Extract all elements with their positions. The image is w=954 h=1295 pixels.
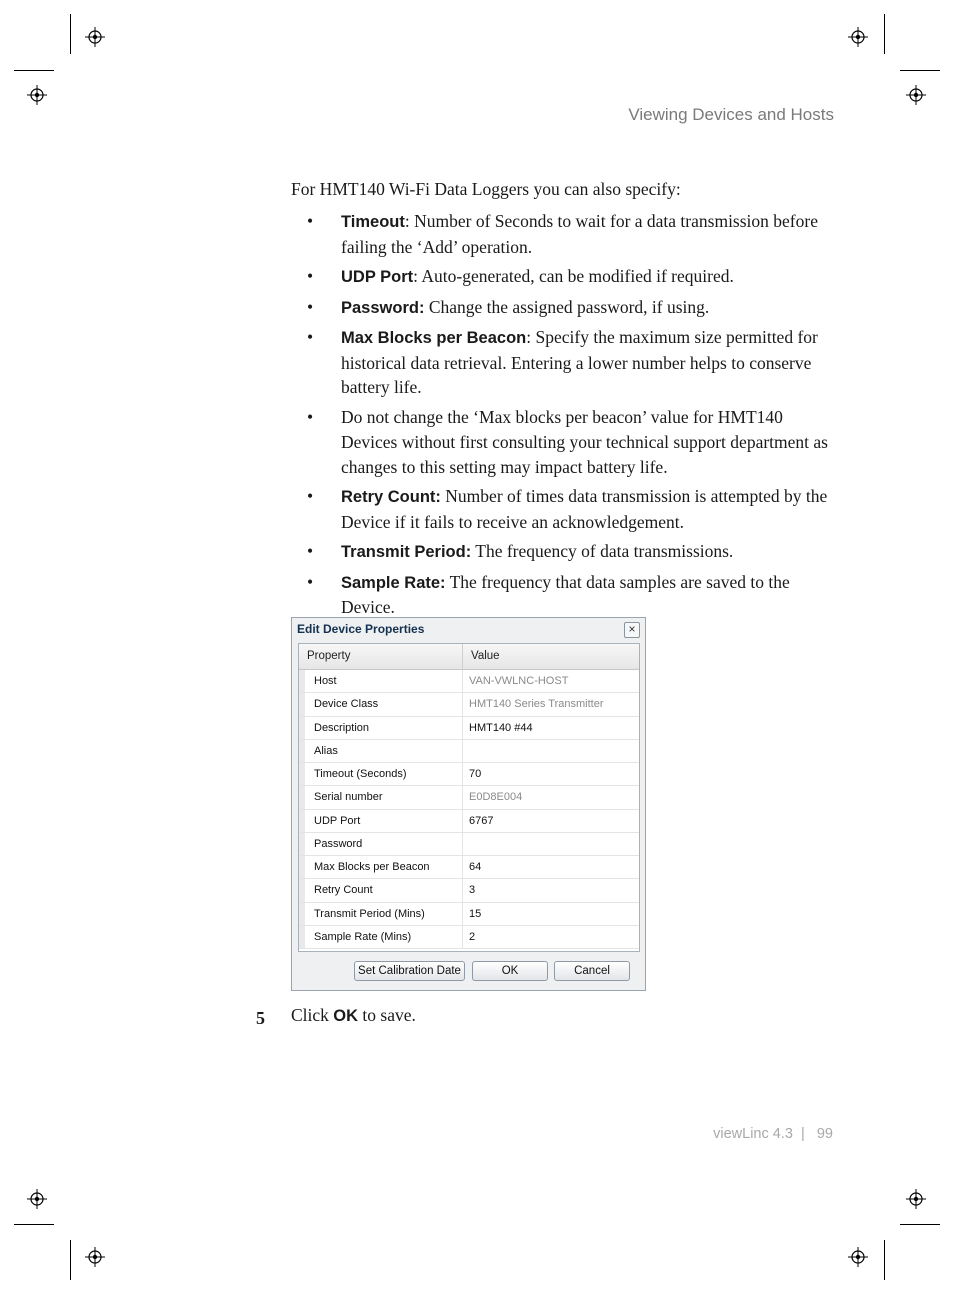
bullet-icon: • (307, 266, 314, 286)
registration-target-icon (848, 1247, 868, 1267)
table-row[interactable] (299, 786, 639, 809)
description: Specify the maximum size permitted for historical data retrieval. Entering a lower number helps to conserve battery life. (341, 327, 818, 397)
cancel-button[interactable]: Cancel (554, 961, 630, 981)
table-row[interactable] (299, 879, 639, 902)
running-header: Viewing Devices and Hosts (628, 105, 834, 124)
registration-target-icon (848, 27, 868, 47)
property-name: Description (299, 717, 463, 739)
term-separator: : (526, 327, 532, 347)
dialog-title: Edit Device Properties (297, 622, 425, 636)
term-separator: : (404, 211, 410, 231)
description: Auto-generated, can be modified if required. (418, 266, 734, 286)
crop-mark (884, 1240, 885, 1280)
crop-mark (70, 1240, 71, 1280)
description: The frequency of data transmissions. (471, 541, 734, 561)
property-name: Password (299, 833, 463, 855)
property-name: Device Class (299, 693, 463, 715)
registration-target-icon (906, 1189, 926, 1209)
property-value-field[interactable]: 64 (469, 861, 482, 873)
property-name: Host (299, 670, 463, 692)
page-footer (713, 1126, 833, 1142)
bullet-icon: • (307, 571, 314, 592)
crop-mark (14, 1224, 54, 1225)
table-row[interactable] (299, 903, 639, 926)
crop-mark (900, 70, 940, 71)
bullet-icon: • (307, 296, 314, 317)
close-icon[interactable]: × (624, 622, 640, 638)
table-row[interactable] (299, 740, 639, 763)
table-row[interactable] (299, 810, 639, 833)
property-name: Sample Rate (Mins) (299, 926, 463, 948)
property-value: VAN-VWLNC-HOST (469, 675, 569, 687)
registration-target-icon (27, 85, 47, 105)
property-value-field[interactable]: 3 (469, 884, 476, 897)
list-item (291, 570, 836, 620)
column-header-value[interactable]: Value (471, 650, 500, 662)
table-row[interactable] (299, 693, 639, 716)
term: Max Blocks per Beacon (341, 329, 527, 347)
property-name: Retry Count (299, 879, 463, 901)
property-value-field[interactable]: 6767 (469, 814, 494, 827)
registration-target-icon (27, 1189, 47, 1209)
list-item (291, 539, 836, 565)
property-value-field[interactable]: HMT140 #44 (469, 721, 533, 734)
property-name: Alias (299, 740, 463, 762)
term: Transmit Period: (341, 543, 472, 561)
property-name: Transmit Period (Mins) (299, 903, 463, 925)
list-item (291, 209, 836, 259)
registration-target-icon (85, 27, 105, 47)
property-value-field[interactable]: 2 (469, 930, 476, 943)
list-item (291, 295, 836, 321)
property-value-field[interactable] (463, 833, 639, 855)
bullet-icon: • (307, 541, 314, 561)
crop-mark (70, 14, 71, 54)
bullet-icon: • (307, 327, 314, 347)
list-item (291, 405, 836, 480)
step-prefix: Click (291, 1005, 334, 1025)
list-item (291, 484, 836, 534)
page-number: 99 (816, 1126, 833, 1142)
registration-target-icon (906, 85, 926, 105)
step-instruction (291, 1005, 416, 1026)
step-emphasis: OK (333, 1007, 359, 1025)
property-name: UDP Port (299, 810, 463, 832)
property-value: E0D8E004 (469, 791, 523, 804)
description: Change the assigned password, if using. (424, 296, 710, 317)
bullet-icon: • (307, 486, 314, 506)
option-list (291, 209, 836, 625)
property-name: Max Blocks per Beacon (299, 856, 463, 878)
table-row[interactable] (299, 833, 639, 856)
term: Timeout (341, 213, 405, 231)
list-item (291, 325, 836, 400)
property-name: Serial number (299, 786, 463, 808)
term-separator: : (413, 266, 418, 286)
term: Sample Rate: (341, 573, 446, 592)
property-value-field[interactable]: 15 (469, 907, 482, 920)
description: Number of Seconds to wait for a data transmission before failing the ‘Add’ operation. (341, 211, 818, 257)
crop-mark (900, 1224, 940, 1225)
property-grid (298, 643, 640, 952)
crop-mark (884, 14, 885, 54)
property-name: Timeout (Seconds) (299, 763, 463, 785)
term: UDP Port (341, 268, 414, 286)
table-row[interactable] (299, 856, 639, 879)
column-header-property[interactable]: Property (299, 644, 463, 669)
property-value-field[interactable]: 70 (469, 768, 482, 780)
bullet-icon: • (307, 211, 314, 231)
step-suffix: to save. (358, 1005, 416, 1025)
edit-device-properties-dialog (291, 617, 646, 991)
term: Password: (341, 298, 425, 317)
table-row[interactable] (299, 717, 639, 740)
ok-button[interactable]: OK (472, 961, 548, 981)
registration-target-icon (85, 1247, 105, 1267)
description: The frequency that data samples are saved to the Device. (341, 571, 790, 617)
description: Number of times data transmission is attempted by the Device if it fails to receive an acknowledgement. (341, 486, 828, 532)
set-calibration-date-button[interactable]: Set Calibration Date (354, 961, 465, 981)
property-value: HMT140 Series Transmitter (469, 698, 604, 711)
table-row[interactable] (299, 670, 639, 693)
table-row[interactable] (299, 926, 639, 949)
property-value-field[interactable] (463, 740, 639, 762)
table-row[interactable] (299, 763, 639, 786)
footer-product: viewLinc 4.3 (713, 1126, 793, 1142)
list-item (291, 264, 836, 290)
grid-header (299, 644, 639, 670)
intro-paragraph: For HMT140 Wi-Fi Data Loggers you can also specify: (291, 179, 681, 199)
footer-separator: | (800, 1126, 805, 1142)
term: Retry Count: (341, 488, 441, 506)
bullet-icon: • (307, 406, 314, 427)
crop-mark (14, 70, 54, 71)
description: Do not change the ‘Max blocks per beacon’ value for HMT140 Devices without first consulting your technical support department as changes to this setting may impact battery life. (341, 406, 828, 477)
step-number: 5 (256, 1008, 265, 1028)
